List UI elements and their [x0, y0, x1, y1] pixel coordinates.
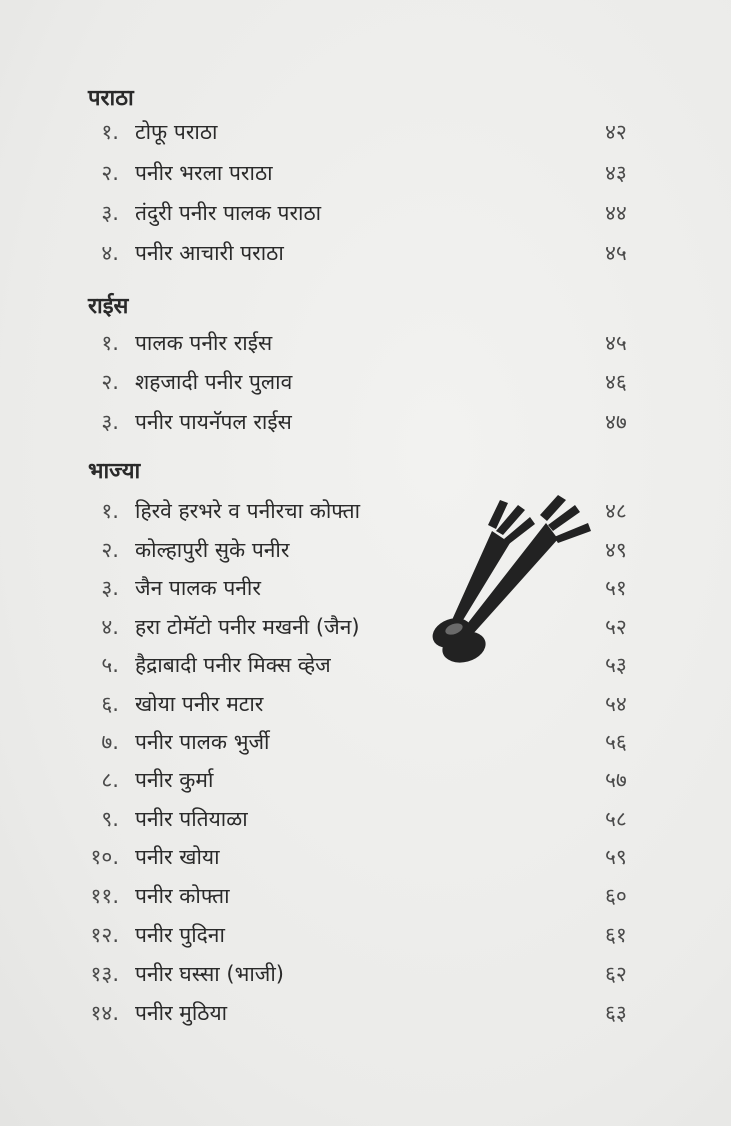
- toc-entry: [0, 762, 731, 798]
- toc-entry: [0, 724, 731, 760]
- section-heading-rice: राईस: [88, 294, 129, 319]
- entry-title: पनीर खोया: [135, 845, 220, 869]
- toc-entry: [0, 801, 731, 837]
- entry-title: हैद्राबादी पनीर मिक्स व्हेज: [135, 653, 331, 677]
- entry-number: १४.: [90, 1001, 119, 1025]
- entry-number: ३.: [101, 410, 119, 434]
- entry-page: ५२: [605, 615, 627, 639]
- entry-number: १.: [101, 120, 119, 144]
- entry-page: ५१: [605, 576, 627, 600]
- entry-page: ६२: [605, 962, 627, 986]
- entry-page: ४५: [605, 331, 627, 355]
- entry-page: ५८: [605, 807, 627, 831]
- entry-page: ६३: [605, 1001, 627, 1025]
- entry-title: खोया पनीर मटार: [135, 692, 264, 716]
- toc-entry: [0, 364, 731, 400]
- entry-number: ३.: [101, 201, 119, 225]
- entry-page: ४५: [605, 241, 627, 265]
- entry-page: ५९: [605, 845, 627, 869]
- toc-entry: [0, 878, 731, 914]
- spoons-illustration-icon: [430, 495, 595, 675]
- entry-number: १३.: [90, 962, 119, 986]
- entry-page: ६०: [605, 884, 627, 908]
- entry-page: ४३: [605, 161, 627, 185]
- toc-entry: [0, 325, 731, 361]
- entry-number: ८.: [101, 768, 119, 792]
- entry-number: ५.: [101, 653, 119, 677]
- entry-number: १.: [101, 499, 119, 523]
- entry-title: शहजादी पनीर पुलाव: [135, 370, 293, 394]
- entry-title: पनीर पालक भुर्जी: [135, 730, 270, 754]
- toc-entry: [0, 155, 731, 191]
- entry-number: १२.: [90, 923, 119, 947]
- entry-page: ५४: [605, 692, 627, 716]
- section-heading-paratha: पराठा: [88, 86, 134, 111]
- entry-title: टोफू पराठा: [135, 120, 218, 144]
- entry-number: २.: [101, 161, 119, 185]
- toc-entry: [0, 570, 731, 606]
- entry-title: पनीर पायनॅपल राईस: [135, 410, 292, 434]
- entry-number: १.: [101, 331, 119, 355]
- entry-title: पनीर आचारी पराठा: [135, 241, 284, 265]
- entry-title: पालक पनीर राईस: [135, 331, 273, 355]
- toc-entry: [0, 956, 731, 992]
- entry-number: ११.: [90, 884, 119, 908]
- entry-page: ५६: [605, 730, 627, 754]
- entry-number: २.: [101, 538, 119, 562]
- toc-entry: [0, 609, 731, 645]
- entry-page: ४४: [605, 201, 627, 225]
- toc-entry: [0, 647, 731, 683]
- toc-entry: [0, 404, 731, 440]
- toc-entry: [0, 839, 731, 875]
- entry-title: पनीर पतियाळा: [135, 807, 248, 831]
- entry-page: ४७: [605, 410, 627, 434]
- entry-title: जैन पालक पनीर: [135, 576, 261, 600]
- toc-entry: [0, 195, 731, 231]
- entry-page: ४२: [605, 120, 627, 144]
- entry-title: पनीर मुठिया: [135, 1001, 228, 1025]
- section-heading-bhajya: भाज्या: [88, 459, 141, 484]
- entry-title: कोल्हापुरी सुके पनीर: [135, 538, 290, 562]
- toc-entry: [0, 114, 731, 150]
- toc-entry: [0, 995, 731, 1031]
- entry-title: पनीर कुर्मा: [135, 768, 214, 792]
- entry-title: हिरवे हरभरे व पनीरचा कोफ्ता: [135, 499, 361, 523]
- entry-page: ६१: [605, 923, 627, 947]
- toc-entry: [0, 917, 731, 953]
- entry-title: पनीर घस्सा (भाजी): [135, 962, 284, 986]
- entry-page: ४८: [605, 499, 627, 523]
- entry-title: पनीर कोफ्ता: [135, 884, 230, 908]
- entry-number: ६.: [101, 692, 119, 716]
- entry-title: पनीर भरला पराठा: [135, 161, 273, 185]
- entry-title: हरा टोमॅटो पनीर मखनी (जैन): [135, 615, 360, 639]
- entry-number: २.: [101, 370, 119, 394]
- entry-page: ४९: [605, 538, 627, 562]
- toc-entry: [0, 686, 731, 722]
- entry-page: ५७: [605, 768, 627, 792]
- toc-entry: [0, 493, 731, 529]
- toc-entry: [0, 532, 731, 568]
- entry-title: पनीर पुदिना: [135, 923, 225, 947]
- entry-page: ५३: [605, 653, 627, 677]
- entry-page: ४६: [605, 370, 627, 394]
- entry-number: १०.: [90, 845, 119, 869]
- entry-number: ९.: [101, 807, 119, 831]
- entry-number: ७.: [101, 730, 119, 754]
- entry-title: तंदुरी पनीर पालक पराठा: [135, 201, 322, 225]
- entry-number: ४.: [101, 241, 119, 265]
- entry-number: ३.: [101, 576, 119, 600]
- entry-number: ४.: [101, 615, 119, 639]
- toc-entry: [0, 235, 731, 271]
